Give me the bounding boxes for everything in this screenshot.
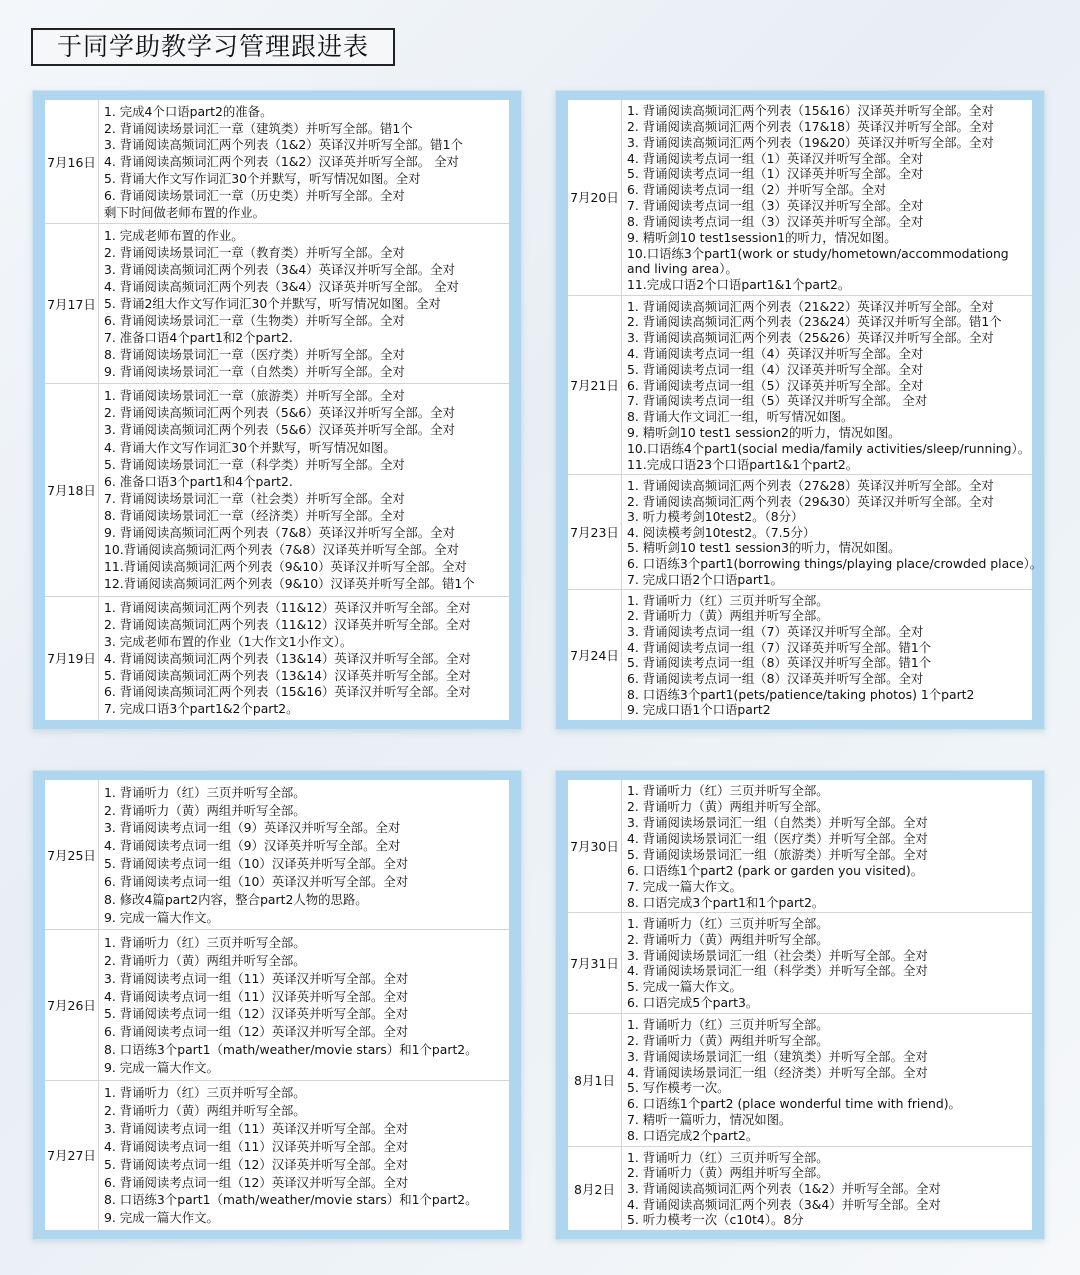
table-top-right [568,100,1043,720]
task-item: 4. 背诵阅读高频词汇两个列表（3&4）汉译英并听写全部。 全对 [104,279,459,295]
task-item: 5. 背诵阅读考点词一组（4）汉译英并听写全部。全对 [627,361,924,377]
task-item: 8. 口语练3个part1（math/weather/movie stars）和1个part2。 [104,1192,478,1208]
task-item: 2. 背诵听力（黄）两组并听写全部。 [627,608,829,624]
task-item: 2. 背诵阅读场景词汇一章（教育类）并听写全部。全对 [104,245,405,261]
task-item: 1. 完成4个口语part2的准备。 [104,103,273,119]
task-item: 3. 背诵阅读高频词汇两个列表（1&2）并听写全部。全对 [627,1181,941,1197]
task-list [622,780,1032,912]
task-item: 5. 背诵阅读考点词一组（1）汉译英并听写全部。全对 [627,166,924,182]
task-item: 5. 背诵阅读考点词一组（10）汉译英并听写全部。全对 [104,856,409,872]
task-item: 4. 背诵阅读考点词一组（7）汉译英并听写全部。错1个 [627,639,932,655]
task-item: 5. 背诵阅读高频词汇两个列表（13&14）汉译英并听写全部。全对 [104,667,471,683]
date-cell: 7月30日 [568,780,622,912]
task-item: 10.口语练3个part1(work or study/hometown/accommodationg and living area）。 [627,245,1009,276]
task-item: 9. 精听剑10 test1session1的听力，情况如图。 [627,230,897,246]
task-item: 4. 背诵阅读考点词一组（11）汉译英并听写全部。全对 [104,1138,409,1154]
task-item: 6. 准备口语3个part1和4个part2. [104,473,293,489]
task-list [99,780,509,929]
task-item: 5. 听力模考一次（c10t4）。8分 [627,1212,804,1228]
day-row [568,1014,1032,1147]
task-item: 4. 背诵阅读场景词汇一组（科学类）并听写全部。全对 [627,963,928,979]
task-item: 6. 口语练1个part2 (place wonderful time with friend)。 [627,1096,961,1112]
task-item: 5. 背诵阅读场景词汇一组（旅游类）并听写全部。全对 [627,846,928,862]
task-item: 剩下时间做老师布置的作业。 [104,204,266,220]
task-list [622,475,1046,589]
date-cell: 7月20日 [568,100,622,295]
task-item: 3. 背诵阅读场景词汇一组（社会类）并听写全部。全对 [627,947,928,963]
task-item: 1. 背诵听力（红）三页并听写全部。 [627,592,829,608]
task-item: 6. 口语完成5个part3。 [627,994,759,1010]
task-item: 2. 背诵阅读高频词汇两个列表（17&18）英译汉并听写全部。全对 [627,118,994,134]
task-item: 4. 背诵阅读高频词汇两个列表（3&4）并听写全部。全对 [627,1196,941,1212]
task-item: 2. 背诵听力（黄）两组并听写全部。 [627,931,829,947]
task-item: 3. 背诵阅读场景词汇一组（建筑类）并听写全部。全对 [627,1048,928,1064]
task-item: 4. 背诵阅读场景词汇一组（经济类）并听写全部。全对 [627,1064,928,1080]
task-item: 1. 背诵阅读高频词汇两个列表（15&16）汉译英并听写全部。全对 [627,102,994,118]
task-item: 4. 背诵阅读考点词一组（1）英译汉并听写全部。全对 [627,150,924,166]
date-cell: 8月2日 [568,1147,622,1230]
panel-top-left [32,90,522,730]
task-item: 2. 背诵听力（黄）两组并听写全部。 [627,1165,829,1181]
task-item: 3. 背诵阅读高频词汇两个列表（25&26）英译汉并听写全部。全对 [627,330,994,346]
task-item: 11.完成口语23个口语part1&1个part2。 [627,456,859,472]
task-item: 11.背诵阅读高频词汇两个列表（9&10）英译汉并听写全部。全对 [104,559,467,575]
day-row [568,100,1032,296]
date-cell: 7月21日 [568,296,622,475]
task-item: 4. 背诵阅读高频词汇两个列表（1&2）汉译英并听写全部。 全对 [104,154,459,170]
task-item: 2. 背诵阅读高频词汇两个列表（29&30）英译汉并听写全部。全对 [627,493,994,509]
task-item: 7. 背诵阅读场景词汇一章（社会类）并听写全部。全对 [104,490,405,506]
task-item: 3. 背诵阅读考点词一组（9）英译汉并听写全部。全对 [104,820,401,836]
task-item: 8. 修改4篇part2内容，整合part2人物的思路。 [104,891,368,907]
task-item: 5. 背诵阅读场景词汇一章（科学类）并听写全部。全对 [104,456,405,472]
task-item: 4. 背诵阅读高频词汇两个列表（13&14）英译汉并听写全部。全对 [104,650,471,666]
task-item: 8. 背诵大作文词汇一组，听写情况如图。 [627,409,854,425]
task-item: 3. 背诵阅读高频词汇两个列表（3&4）英译汉并听写全部。全对 [104,262,455,278]
task-item: 9. 背诵阅读场景词汇一章（自然类）并听写全部。全对 [104,363,405,379]
task-item: 5. 背诵2组大作文写作词汇30个并默写，听写情况如图。全对 [104,296,441,312]
date-cell: 7月25日 [45,780,99,929]
task-item: 3. 背诵阅读考点词一组（11）英译汉并听写全部。全对 [104,970,409,986]
task-item: 6. 背诵阅读考点词一组（12）英译汉并听写全部。全对 [104,1024,409,1040]
task-item: 2. 背诵阅读高频词汇两个列表（11&12）汉译英并听写全部。全对 [104,617,471,633]
date-cell: 7月31日 [568,913,622,1012]
task-item: 7. 背诵阅读考点词一组（3）英译汉并听写全部。全对 [627,198,924,214]
task-list [622,1014,1032,1146]
task-item: 6. 背诵阅读考点词一组（8）汉译英并听写全部。全对 [627,670,924,686]
task-item: 7. 完成口语3个part1&2个part2。 [104,701,299,717]
task-list [99,384,509,596]
task-item: 2. 背诵听力（黄）两组并听写全部。 [627,798,829,814]
task-list [622,296,1034,475]
task-item: 8. 背诵阅读考点词一组（3）汉译英并听写全部。全对 [627,214,924,230]
task-item: 1. 背诵听力（红）三页并听写全部。 [627,916,829,932]
task-item: 8. 背诵阅读场景词汇一章（医疗类）并听写全部。全对 [104,347,405,363]
date-cell: 7月24日 [568,590,622,720]
task-item: 6. 背诵阅读考点词一组（5）汉译英并听写全部。全对 [627,377,924,393]
task-item: 3. 背诵阅读高频词汇两个列表（19&20）英译汉并听写全部。全对 [627,134,994,150]
page-title: 于同学助教学习管理跟进表 [31,28,395,66]
task-item: 4. 阅读模考剑10test2。（7.5分） [627,524,816,540]
task-list [622,1147,1032,1230]
task-list [622,590,1032,720]
task-item: 2. 背诵听力（黄）两组并听写全部。 [104,1103,306,1119]
task-item: 2. 背诵阅读高频词汇两个列表（5&6）英译汉并听写全部。全对 [104,405,455,421]
task-item: 1. 背诵听力（红）三页并听写全部。 [104,784,306,800]
task-item: 9. 精听剑10 test1 session2的听力，情况如图。 [627,425,901,441]
task-item: 3. 听力模考剑10test2。（8分） [627,509,804,525]
task-item: 7. 精听一篇听力，情况如图。 [627,1112,792,1128]
task-item: 2. 背诵阅读高频词汇两个列表（23&24）英译汉并听写全部。错1个 [627,314,1002,330]
panel-bottom-left [32,770,522,1240]
task-item: 1. 背诵阅读高频词汇两个列表（11&12）英译汉并听写全部。全对 [104,600,471,616]
task-item: 8. 口语完成3个part1和1个part2。 [627,894,825,910]
date-cell: 8月1日 [568,1014,622,1146]
task-item: 3. 完成老师布置的作业（1大作文1小作文）。 [104,634,353,649]
date-cell: 7月17日 [45,224,99,383]
task-item: 1. 背诵听力（红）三页并听写全部。 [104,935,306,951]
task-item: 1. 完成老师布置的作业。 [104,228,244,244]
day-row [45,384,509,597]
task-list [99,100,509,223]
task-item: 1. 背诵阅读高频词汇两个列表（27&28）英译汉并听写全部。全对 [627,478,994,494]
task-item: 6. 背诵阅读考点词一组（10）英译汉并听写全部。全对 [104,873,409,889]
task-list [99,930,509,1079]
date-cell: 7月27日 [45,1081,99,1230]
task-item: 3. 背诵阅读考点词一组（11）英译汉并听写全部。全对 [104,1121,409,1137]
day-row [568,780,1032,913]
task-list [99,224,509,383]
task-item: 1. 背诵阅读高频词汇两个列表（21&22）英译汉并听写全部。全对 [627,298,994,314]
task-list [99,1081,509,1230]
task-item: 6. 背诵阅读考点词一组（2）并听写全部。全对 [627,182,887,198]
task-list [622,913,1032,1012]
task-item: 6. 口语练1个part2 (park or garden you visited)。 [627,862,924,878]
task-item: 2. 背诵听力（黄）两组并听写全部。 [627,1032,829,1048]
day-row [568,590,1032,720]
task-item: 8. 口语练3个part1（math/weather/movie stars）和1个part2。 [104,1042,478,1058]
day-row [45,1081,509,1230]
task-item: 4. 背诵阅读考点词一组（11）汉译英并听写全部。全对 [104,988,409,1004]
task-item: 6. 背诵阅读场景词汇一章（生物类）并听写全部。全对 [104,313,405,329]
panel-bottom-right [555,770,1045,1240]
task-item: 8. 口语练3个part1(pets/patience/taking photos) 1个part2 [627,686,975,702]
day-row [568,296,1032,476]
task-item: 5. 背诵大作文写作词汇30个并默写，听写情况如图。全对 [104,170,421,186]
task-item: 3. 背诵阅读场景词汇一组（自然类）并听写全部。全对 [627,814,928,830]
task-item: 4. 背诵阅读场景词汇一组（医疗类）并听写全部。全对 [627,830,928,846]
task-item: 3. 背诵阅读高频词汇两个列表（1&2）英译汉并听写全部。错1个 [104,137,463,153]
task-item: 7. 背诵阅读考点词一组（5）英译汉并听写全部。 全对 [627,393,928,409]
date-cell: 7月26日 [45,930,99,1079]
date-cell: 7月23日 [568,475,622,589]
task-item: 5. 写作模考一次。 [627,1080,730,1096]
task-item: 5. 背诵阅读考点词一组（8）英译汉并听写全部。错1个 [627,655,932,671]
task-item: 12.背诵阅读高频词汇两个列表（9&10）汉译英并听写全部。错1个 [104,576,475,592]
day-row [568,913,1032,1013]
task-item: 9. 背诵阅读高频词汇两个列表（7&8）英译汉并听写全部。全对 [104,525,455,541]
task-item: 5. 背诵阅读考点词一组（12）汉译英并听写全部。全对 [104,1156,409,1172]
task-item: 9. 完成口语1个口语part2 [627,702,771,718]
task-item: 9. 完成一篇大作文。 [104,1059,219,1075]
task-item: 1. 背诵阅读场景词汇一章（旅游类）并听写全部。全对 [104,388,405,404]
day-row [45,930,509,1080]
task-item: 2. 背诵听力（黄）两组并听写全部。 [104,952,306,968]
task-item: 4. 背诵阅读考点词一组（9）汉译英并听写全部。全对 [104,838,401,854]
table-bottom-right [568,780,1032,1230]
task-item: 1. 背诵听力（红）三页并听写全部。 [104,1085,306,1101]
day-row [45,100,509,224]
task-item: 9. 完成一篇大作文。 [104,909,219,925]
day-row [568,475,1043,590]
task-item: 4. 背诵大作文写作词汇30个并默写，听写情况如图。 [104,439,396,455]
task-item: 2. 背诵听力（黄）两组并听写全部。 [104,802,306,818]
task-item: 8. 口语完成2个part2。 [627,1128,759,1144]
task-item: 7. 完成一篇大作文。 [627,878,742,894]
task-item: 3. 背诵阅读考点词一组（7）英译汉并听写全部。全对 [627,624,924,640]
task-item: 10.口语练4个part1(social media/family activities/sleep/running）。 [627,440,1031,456]
task-list [622,100,1032,295]
task-item: 5. 完成一篇大作文。 [627,979,742,995]
task-item: 9. 完成一篇大作文。 [104,1210,219,1226]
task-item: 1. 背诵听力（红）三页并听写全部。 [627,1149,829,1165]
task-item: 8. 背诵阅读场景词汇一章（经济类）并听写全部。全对 [104,507,405,523]
task-item: 7. 准备口语4个part1和2个part2. [104,330,293,346]
date-cell: 7月19日 [45,597,99,720]
task-item: 1. 背诵听力（红）三页并听写全部。 [627,782,829,798]
panel-top-right [555,90,1045,730]
day-row [45,597,509,720]
task-item: 6. 背诵阅读考点词一组（12）英译汉并听写全部。全对 [104,1174,409,1190]
day-row [45,780,509,930]
task-item: 5. 精听剑10 test1 session3的听力，情况如图。 [627,540,901,556]
task-item: 5. 背诵阅读考点词一组（12）汉译英并听写全部。全对 [104,1006,409,1022]
task-item: 6. 背诵阅读场景词汇一章（历史类）并听写全部。全对 [104,187,405,203]
table-bottom-left [45,780,509,1230]
task-item: 6. 口语练3个part1(borrowing things/playing place/crowded place）。 [627,555,1043,571]
task-item: 4. 背诵阅读考点词一组（4）英译汉并听写全部。全对 [627,346,924,362]
task-item: 6. 背诵阅读高频词汇两个列表（15&16）英译汉并听写全部。全对 [104,684,471,700]
table-top-left [45,100,509,720]
task-item: 2. 背诵阅读场景词汇一章（建筑类）并听写全部。错1个 [104,120,413,136]
task-list [99,597,509,720]
task-item: 11.完成口语2个口语part1&1个part2。 [627,276,851,292]
date-cell: 7月16日 [45,100,99,223]
task-item: 1. 背诵听力（红）三页并听写全部。 [627,1016,829,1032]
task-item: 7. 完成口语2个口语part1。 [627,571,784,587]
date-cell: 7月18日 [45,384,99,596]
task-item: 10.背诵阅读高频词汇两个列表（7&8）汉译英并听写全部。全对 [104,542,459,558]
day-row [568,1147,1032,1230]
task-item: 3. 背诵阅读高频词汇两个列表（5&6）汉译英并听写全部。全对 [104,422,455,438]
day-row [45,224,509,384]
